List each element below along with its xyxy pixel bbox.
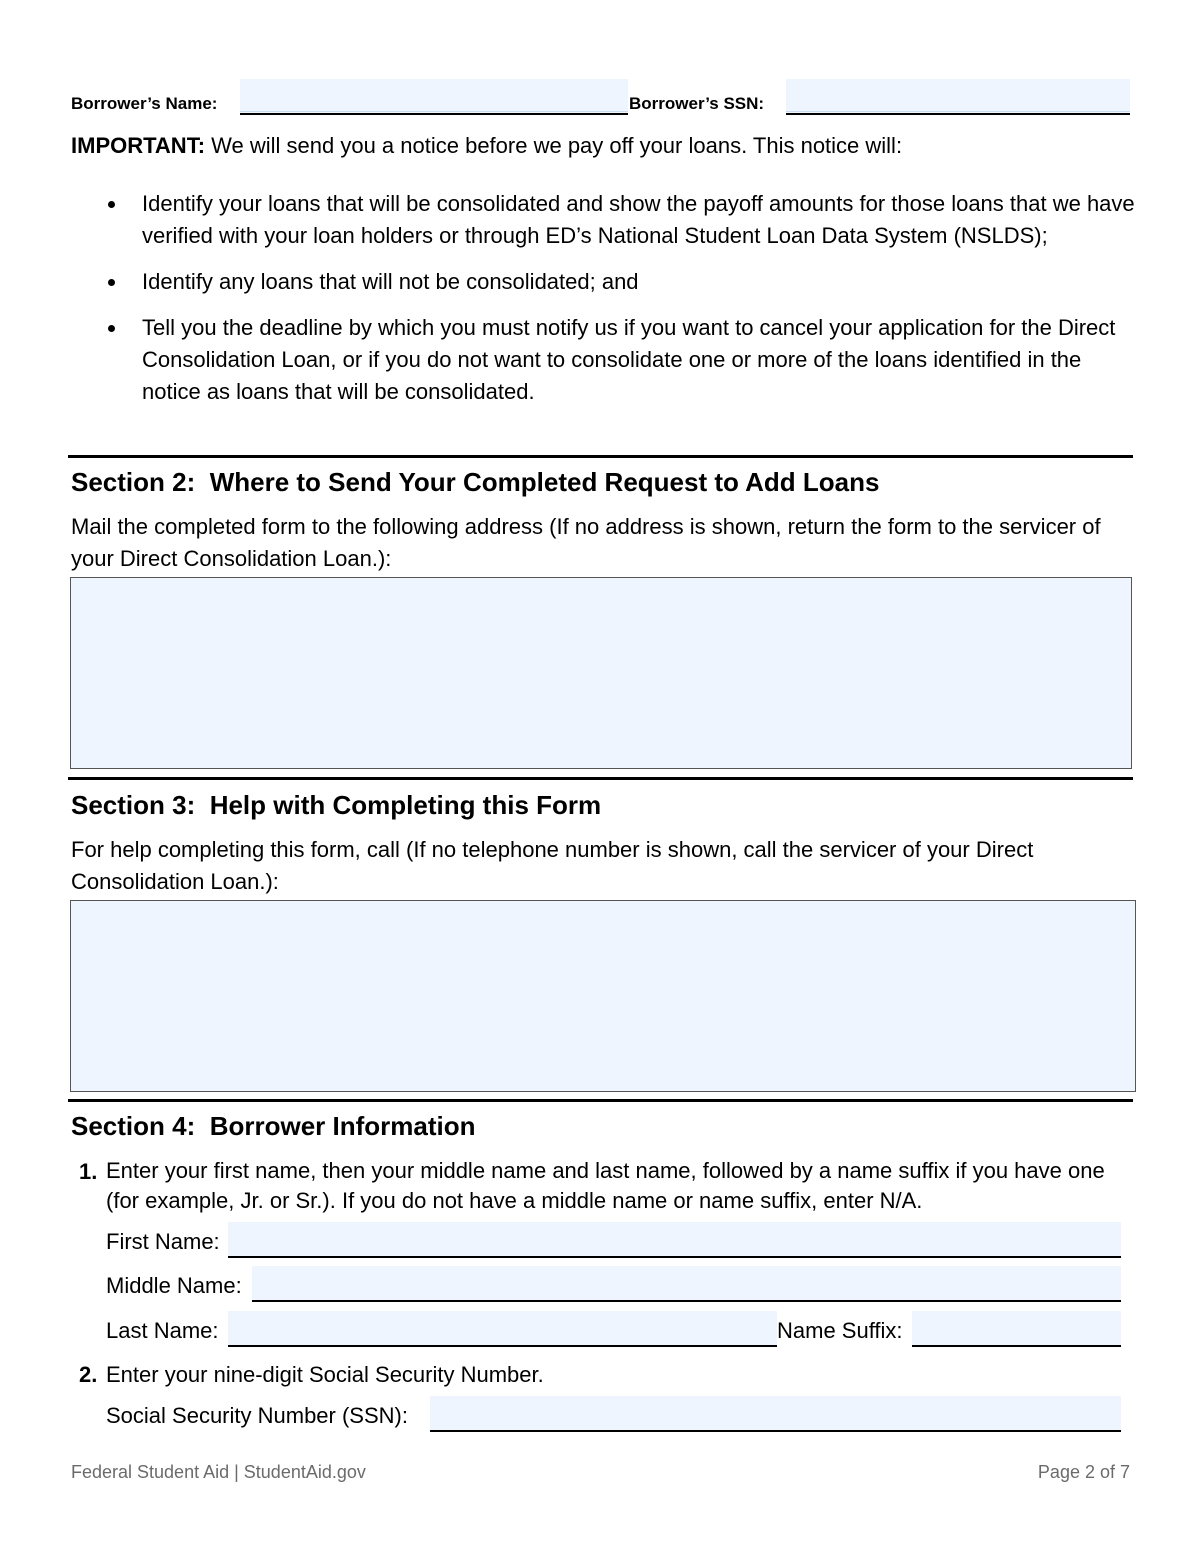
footer-left: Federal Student Aid | StudentAid.gov [71,1462,366,1482]
important-text: We will send you a notice before we pay off your loans. This notice will: [205,133,903,158]
section2-instructions: Mail the completed form to the following address (If no address is shown, return the form to the servicer of your Direct Consolidation Loan.): [71,514,1101,571]
important-lead: IMPORTANT: [71,133,206,158]
help-phone-field[interactable] [70,900,1136,1092]
question-1-text: Enter your first name, then your middle name and last name, followed by a name suffix if you have one (for example, Jr. or Sr.). If you do not have a middle name or name suffix, enter N/A. [106,1158,1105,1213]
borrower-name-label: Borrower’s Name: [71,94,218,113]
list-item: Identify your loans that will be consolidated and show the payoff amounts for those loans that we have verified with your loan holders or through ED’s National Student Loan Data System (NSLDS); [106,188,1136,252]
page-number: Page 2 of 7 [1037,1462,1130,1482]
name-suffix-label: Name Suffix: [777,1318,903,1343]
ssn-label: Social Security Number (SSN): [106,1403,408,1428]
list-item: Tell you the deadline by which you must notify us if you want to cancel your application for the Direct Consolidation Loan, or if you do not want to consolidate one or more of the loans identified in the notice as loans that will be consolidated. [106,312,1136,408]
last-name-field[interactable] [228,1311,777,1347]
borrower-name-field[interactable] [240,79,628,115]
question-2-number: 2. [79,1362,98,1387]
middle-name-label: Middle Name: [106,1273,242,1298]
section4-title: Section 4: Borrower Information [71,1111,476,1141]
ssn-field[interactable] [430,1396,1121,1432]
section3-title: Section 3: Help with Completing this Form [71,790,602,820]
section3-instructions: For help completing this form, call (If no telephone number is shown, call the servicer of your Direct Consolidation Loan.): [71,837,1034,894]
first-name-field[interactable] [228,1222,1121,1258]
notice-bullet-list [106,188,1136,422]
section-divider [68,777,1133,780]
section-divider [68,1099,1133,1102]
mailing-address-field[interactable] [70,577,1132,769]
borrower-ssn-label: Borrower’s SSN: [629,94,765,113]
bullet-icon [108,201,115,208]
question-2-text: Enter your nine-digit Social Security Number. [106,1362,544,1387]
last-name-label: Last Name: [106,1318,219,1343]
section-divider [68,455,1133,458]
important-notice [71,130,1141,162]
bullet-icon [108,279,115,286]
middle-name-field[interactable] [252,1266,1121,1302]
name-suffix-field[interactable] [912,1311,1121,1347]
list-item: Identify any loans that will not be consolidated; and [106,266,1136,298]
first-name-label: First Name: [106,1229,220,1254]
bullet-icon [108,325,115,332]
borrower-ssn-field[interactable] [786,79,1130,115]
section2-title: Section 2: Where to Send Your Completed Request to Add Loans [71,467,880,497]
question-1-number: 1. [79,1159,98,1184]
